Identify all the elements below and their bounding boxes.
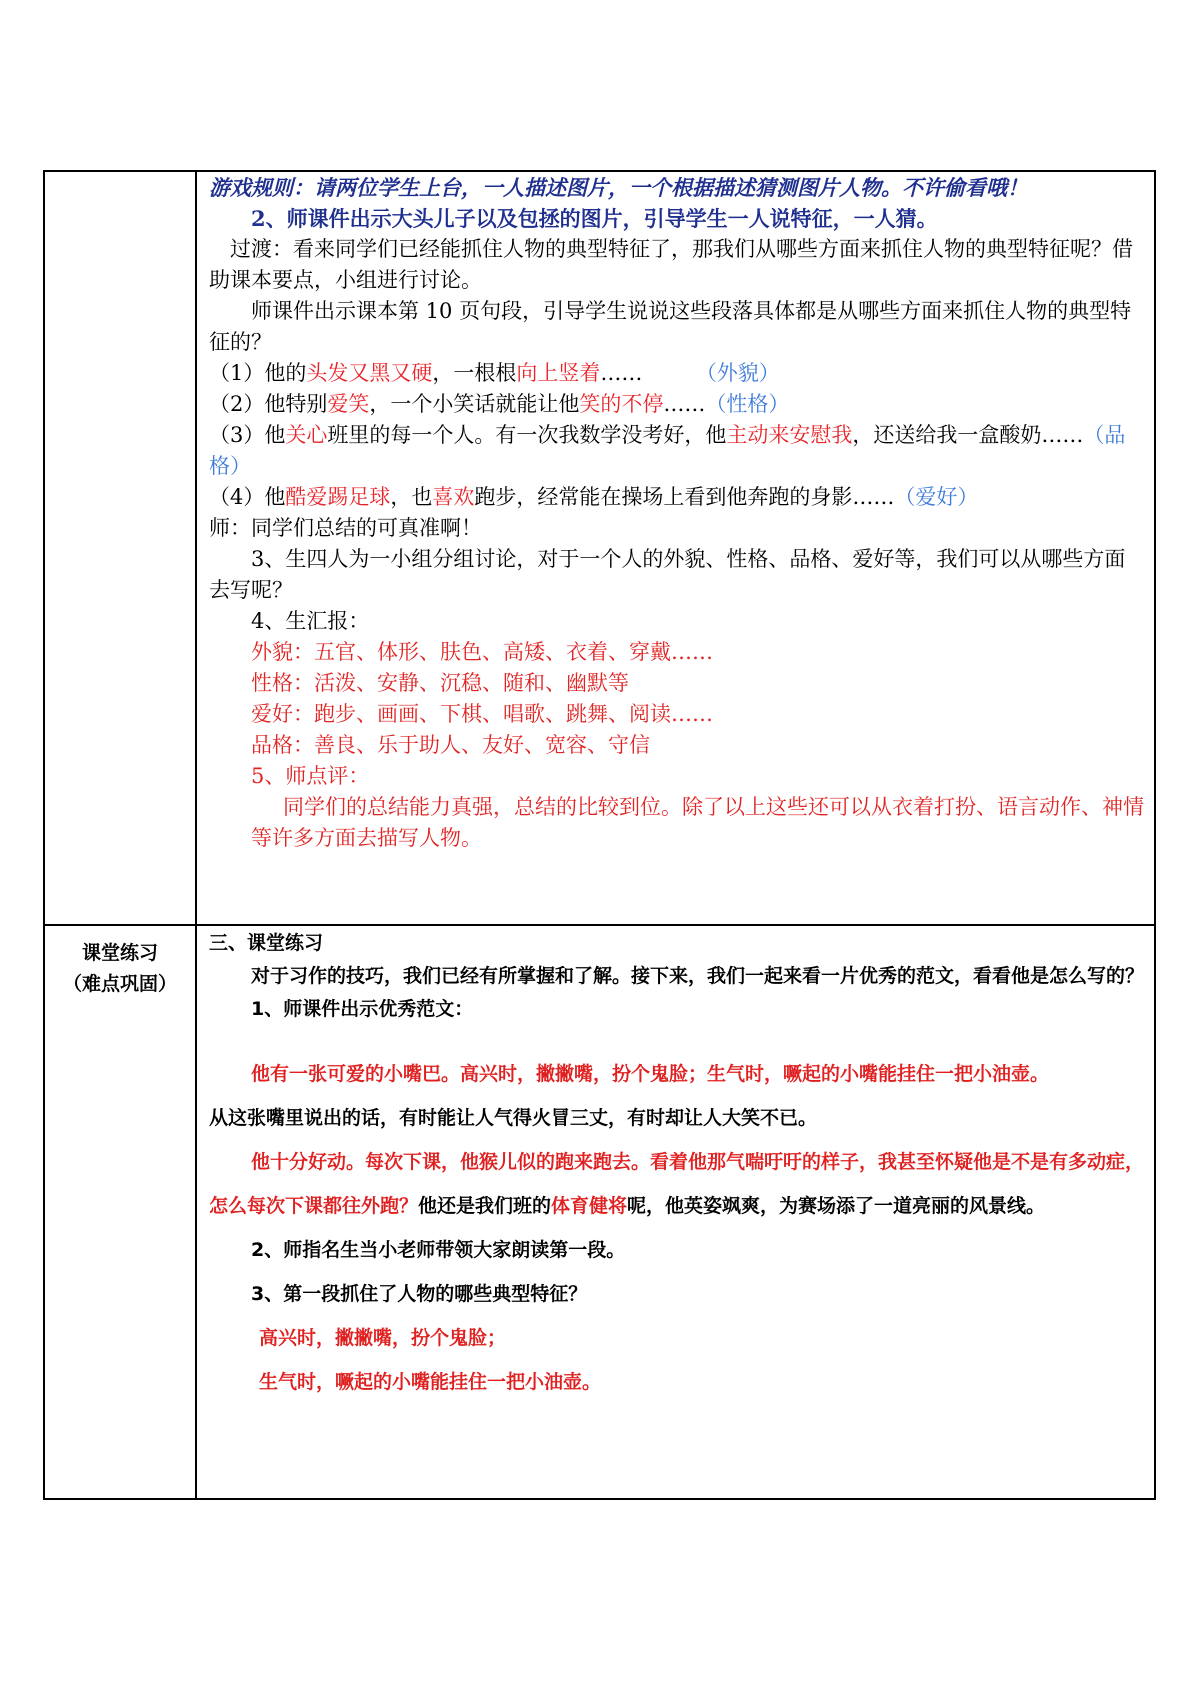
section-sublabel: （难点巩固） bbox=[62, 973, 177, 995]
table-row bbox=[44, 171, 1155, 925]
example-3: （3）他关心班里的每一个人。有一次我数学没考好，他主动来安慰我，还送给我一盒酸奶……（品格） bbox=[209, 423, 1126, 478]
essay-paragraph-1: 他有一张可爱的小嘴巴。高兴时，撇撇嘴，扮个鬼脸；生气时，噘起的小嘴能挂住一把小油壶。 bbox=[251, 1063, 1050, 1085]
step-3: 3、生四人为一小组分组讨论，对于一个人的外貌、性格、品格、爱好等，我们可以从哪些方面去写呢？ bbox=[209, 547, 1126, 602]
teacher-shows-text: 师课件出示课本第 10 页句段，引导学生说说这些段落具体都是从哪些方面来抓住人物的典型特征的？ bbox=[209, 299, 1132, 354]
table-row bbox=[44, 925, 1155, 1499]
game-rules: 游戏规则：请两位学生上台，一人描述图片，一个根据描述猜测图片人物。不许偷看哦！ bbox=[209, 175, 1028, 200]
example-4: （4）他酷爱踢足球，也喜欢跑步，经常能在操场上看到他奔跑的身影……（爱好） bbox=[209, 485, 979, 509]
practice-step-3: 3、第一段抓住了人物的哪些典型特征？ bbox=[251, 1283, 588, 1305]
answer-2: 生气时，噘起的小嘴能挂住一把小油壶。 bbox=[259, 1371, 602, 1393]
content-cell-activity bbox=[196, 171, 1155, 925]
answer-1: 高兴时，撇撇嘴，扮个鬼脸； bbox=[259, 1327, 507, 1349]
left-cell-label bbox=[44, 925, 196, 1499]
step-5: 5、师点评： bbox=[251, 764, 370, 788]
content-cell-practice bbox=[196, 925, 1155, 1499]
teacher-comment: 同学们的总结能力真强，总结的比较到位。除了以上这些还可以从衣着打扮、语言动作、神情等许多方面去描写人物。 bbox=[251, 795, 1144, 850]
category-hobby: 爱好：跑步、画画、下棋、唱歌、跳舞、阅读…… bbox=[251, 702, 713, 726]
category-character: 品格：善良、乐于助人、友好、宽容、守信 bbox=[251, 733, 650, 757]
practice-intro: 对于习作的技巧，我们已经有所掌握和了解。接下来，我们一起来看一片优秀的范文，看看他是怎么写的？ bbox=[251, 965, 1145, 987]
category-personality: 性格：活泼、安静、沉稳、随和、幽默等 bbox=[251, 671, 629, 695]
practice-step-2: 2、师指名生当小老师带领大家朗读第一段。 bbox=[251, 1239, 626, 1261]
section-label: 课堂练习 bbox=[81, 942, 158, 964]
step-2: 2、师课件出示大头儿子以及包拯的图片，引导学生一人说特征，一人猜。 bbox=[251, 206, 938, 231]
example-1: （1）他的头发又黑又硬，一根根向上竖着…… （外貌） bbox=[209, 361, 780, 385]
teacher-praise: 师：同学们总结的可真准啊！ bbox=[209, 516, 482, 540]
essay-paragraph-1-cont: 从这张嘴里说出的话，有时能让人气得火冒三丈，有时却让人大笑不已。 bbox=[209, 1107, 818, 1129]
practice-heading: 三、课堂练习 bbox=[209, 932, 324, 954]
practice-step-1: 1、师课件出示优秀范文： bbox=[251, 998, 474, 1020]
lesson-plan-table bbox=[43, 170, 1156, 1500]
left-cell-empty bbox=[44, 171, 196, 925]
essay-paragraph-2: 他十分好动。每次下课，他猴儿似的跑来跑去。看着他那气喘吁吁的样子，我甚至怀疑他是不是有多动症，怎么每次下课都往外跑？他还是我们班的体育健将呢，他英姿飒爽，为赛场添了一道亮丽的风景线。 bbox=[209, 1151, 1145, 1217]
example-2: （2）他特别爱笑，一个小笑话就能让他笑的不停……（性格） bbox=[209, 392, 790, 416]
category-appearance: 外貌：五官、体形、肤色、高矮、衣着、穿戴…… bbox=[251, 640, 713, 664]
step-4: 4、生汇报： bbox=[251, 609, 370, 633]
transition-text: 过渡：看来同学们已经能抓住人物的典型特征了，那我们从哪些方面来抓住人物的典型特征呢？借助课本要点，小组进行讨论。 bbox=[209, 237, 1133, 292]
